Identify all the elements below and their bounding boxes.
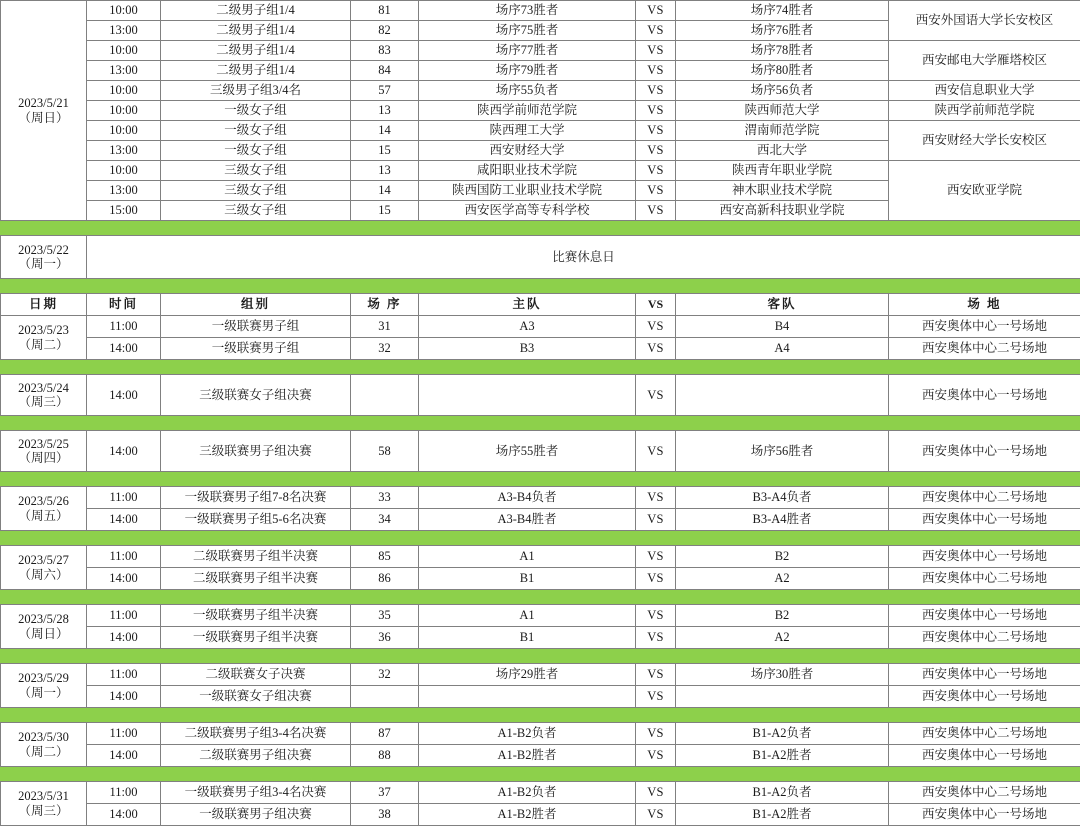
date-cell: 2023/5/22 （周一） [1, 236, 87, 279]
match-no-cell: 85 [351, 546, 419, 568]
away-team-cell: B3-A4负者 [676, 487, 889, 509]
rest-day-note: 比赛休息日 [87, 236, 1080, 279]
home-team-cell: A1 [419, 546, 636, 568]
schedule-table-2023-05-30 [0, 722, 1080, 767]
venue-cell: 西安奥体中心二号场地 [889, 568, 1080, 590]
section-separator-band [0, 590, 1080, 604]
vs-cell: VS [636, 782, 676, 804]
date-cell: 2023/5/21 （周日） [1, 1, 87, 221]
group-cell: 二级联赛男子组半决赛 [161, 568, 351, 590]
table-row [1, 1, 1080, 21]
section-separator-band [0, 416, 1080, 430]
venue-cell: 西安奥体中心一号场地 [889, 316, 1080, 338]
table-row [1, 686, 1080, 708]
time-cell: 13:00 [87, 141, 161, 161]
venue-cell: 西安财经大学长安校区 [889, 121, 1080, 161]
vs-cell: VS [636, 546, 676, 568]
away-team-cell: B3-A4胜者 [676, 509, 889, 531]
schedule-table-2023-05-31 [0, 781, 1080, 826]
time-cell: 11:00 [87, 664, 161, 686]
schedule-table-2023-05-23 [0, 293, 1080, 360]
away-team-cell: 渭南师范学院 [676, 121, 889, 141]
home-team-cell: A1-B2胜者 [419, 745, 636, 767]
time-cell: 14:00 [87, 745, 161, 767]
match-no-cell: 87 [351, 723, 419, 745]
home-team-cell: 场序77胜者 [419, 41, 636, 61]
schedule-table-2023-05-24 [0, 374, 1080, 416]
table-row [1, 338, 1080, 360]
match-no-cell [351, 686, 419, 708]
section-separator-band [0, 472, 1080, 486]
time-cell: 10:00 [87, 161, 161, 181]
away-team-cell: A2 [676, 627, 889, 649]
match-no-cell: 58 [351, 431, 419, 472]
group-cell: 一级女子组 [161, 141, 351, 161]
home-team-cell: 陕西理工大学 [419, 121, 636, 141]
date-cell: 2023/5/24 （周三） [1, 375, 87, 416]
away-team-cell: 陕西青年职业学院 [676, 161, 889, 181]
venue-cell: 西安奥体中心二号场地 [889, 338, 1080, 360]
match-no-cell: 15 [351, 141, 419, 161]
section-separator-band [0, 221, 1080, 235]
group-cell: 二级男子组1/4 [161, 1, 351, 21]
venue-cell: 西安奥体中心一号场地 [889, 546, 1080, 568]
rest-day-table [0, 235, 1080, 279]
match-no-cell: 35 [351, 605, 419, 627]
group-cell: 二级联赛男子组半决赛 [161, 546, 351, 568]
venue-cell: 西安奥体中心二号场地 [889, 782, 1080, 804]
table-row [1, 161, 1080, 181]
match-no-cell: 36 [351, 627, 419, 649]
match-no-cell: 32 [351, 338, 419, 360]
away-team-cell: 场序56负者 [676, 81, 889, 101]
vs-cell: VS [636, 141, 676, 161]
away-team-cell: B1-A2胜者 [676, 804, 889, 826]
table-row [1, 804, 1080, 826]
group-cell: 二级联赛男子组决赛 [161, 745, 351, 767]
table-row [1, 627, 1080, 649]
home-team-cell: A1-B2负者 [419, 782, 636, 804]
table-row [1, 568, 1080, 590]
group-cell: 一级联赛男子组 [161, 316, 351, 338]
match-no-cell: 15 [351, 201, 419, 221]
column-header-vs: VS [636, 294, 676, 316]
time-cell: 15:00 [87, 201, 161, 221]
time-cell: 11:00 [87, 723, 161, 745]
home-team-cell: 陕西学前师范学院 [419, 101, 636, 121]
group-cell: 一级女子组 [161, 121, 351, 141]
table-row [1, 487, 1080, 509]
venue-cell: 西安奥体中心二号场地 [889, 627, 1080, 649]
table-header-row [1, 294, 1080, 316]
time-cell: 13:00 [87, 21, 161, 41]
home-team-cell: B1 [419, 627, 636, 649]
schedule-table-2023-05-25 [0, 430, 1080, 472]
vs-cell: VS [636, 21, 676, 41]
venue-cell: 西安奥体中心一号场地 [889, 431, 1080, 472]
time-cell: 14:00 [87, 375, 161, 416]
home-team-cell [419, 375, 636, 416]
time-cell: 10:00 [87, 101, 161, 121]
home-team-cell: 场序55胜者 [419, 431, 636, 472]
column-header-home: 主队 [419, 294, 636, 316]
home-team-cell: 场序55负者 [419, 81, 636, 101]
home-team-cell: A1-B2负者 [419, 723, 636, 745]
away-team-cell: B1-A2负者 [676, 782, 889, 804]
vs-cell: VS [636, 745, 676, 767]
away-team-cell: B2 [676, 546, 889, 568]
away-team-cell: B1-A2胜者 [676, 745, 889, 767]
date-cell: 2023/5/23 （周二） [1, 316, 87, 360]
vs-cell: VS [636, 375, 676, 416]
table-row [1, 723, 1080, 745]
table-row [1, 745, 1080, 767]
group-cell: 一级联赛女子组决赛 [161, 686, 351, 708]
time-cell: 14:00 [87, 686, 161, 708]
vs-cell: VS [636, 181, 676, 201]
vs-cell: VS [636, 605, 676, 627]
date-cell: 2023/5/27 （周六） [1, 546, 87, 590]
vs-cell: VS [636, 41, 676, 61]
group-cell: 二级男子组1/4 [161, 21, 351, 41]
venue-cell: 西安信息职业大学 [889, 81, 1080, 101]
group-cell: 一级联赛男子组 [161, 338, 351, 360]
home-team-cell: B3 [419, 338, 636, 360]
vs-cell: VS [636, 161, 676, 181]
home-team-cell: A3 [419, 316, 636, 338]
venue-cell: 西安欧亚学院 [889, 161, 1080, 221]
vs-cell: VS [636, 487, 676, 509]
group-cell: 二级男子组1/4 [161, 61, 351, 81]
vs-cell: VS [636, 61, 676, 81]
venue-cell: 西安奥体中心一号场地 [889, 375, 1080, 416]
away-team-cell [676, 686, 889, 708]
venue-cell: 西安奥体中心一号场地 [889, 804, 1080, 826]
vs-cell: VS [636, 431, 676, 472]
group-cell: 一级联赛男子组7-8名决赛 [161, 487, 351, 509]
home-team-cell [419, 686, 636, 708]
vs-cell: VS [636, 686, 676, 708]
home-team-cell: A1 [419, 605, 636, 627]
match-no-cell: 32 [351, 664, 419, 686]
venue-cell: 西安奥体中心一号场地 [889, 605, 1080, 627]
away-team-cell: 场序74胜者 [676, 1, 889, 21]
match-no-cell [351, 375, 419, 416]
away-team-cell: 神木职业技术学院 [676, 181, 889, 201]
match-no-cell: 57 [351, 81, 419, 101]
away-team-cell: 场序78胜者 [676, 41, 889, 61]
table-row [1, 236, 1080, 279]
match-no-cell: 31 [351, 316, 419, 338]
time-cell: 11:00 [87, 316, 161, 338]
time-cell: 14:00 [87, 338, 161, 360]
venue-cell: 陕西学前师范学院 [889, 101, 1080, 121]
date-cell: 2023/5/29 （周一） [1, 664, 87, 708]
venue-cell: 西安邮电大学雁塔校区 [889, 41, 1080, 81]
match-no-cell: 38 [351, 804, 419, 826]
table-row [1, 509, 1080, 531]
home-team-cell: 咸阳职业技术学院 [419, 161, 636, 181]
date-cell: 2023/5/25 （周四） [1, 431, 87, 472]
group-cell: 三级女子组 [161, 161, 351, 181]
vs-cell: VS [636, 101, 676, 121]
group-cell: 二级联赛女子决赛 [161, 664, 351, 686]
time-cell: 14:00 [87, 627, 161, 649]
venue-cell: 西安奥体中心一号场地 [889, 745, 1080, 767]
time-cell: 14:00 [87, 804, 161, 826]
group-cell: 一级联赛男子组决赛 [161, 804, 351, 826]
group-cell: 三级女子组 [161, 181, 351, 201]
home-team-cell: 西安财经大学 [419, 141, 636, 161]
group-cell: 三级女子组 [161, 201, 351, 221]
group-cell: 一级联赛男子组半决赛 [161, 605, 351, 627]
time-cell: 11:00 [87, 487, 161, 509]
time-cell: 10:00 [87, 1, 161, 21]
section-separator-band [0, 360, 1080, 374]
vs-cell: VS [636, 316, 676, 338]
group-cell: 一级联赛男子组3-4名决赛 [161, 782, 351, 804]
away-team-cell: 陕西师范大学 [676, 101, 889, 121]
home-team-cell: A3-B4胜者 [419, 509, 636, 531]
column-header-date: 日期 [1, 294, 87, 316]
home-team-cell: 场序29胜者 [419, 664, 636, 686]
match-no-cell: 81 [351, 1, 419, 21]
time-cell: 11:00 [87, 546, 161, 568]
home-team-cell: B1 [419, 568, 636, 590]
vs-cell: VS [636, 664, 676, 686]
vs-cell: VS [636, 723, 676, 745]
group-cell: 三级男子组3/4名 [161, 81, 351, 101]
venue-cell: 西安奥体中心一号场地 [889, 664, 1080, 686]
match-no-cell: 37 [351, 782, 419, 804]
time-cell: 10:00 [87, 41, 161, 61]
away-team-cell: B1-A2负者 [676, 723, 889, 745]
home-team-cell: A1-B2胜者 [419, 804, 636, 826]
vs-cell: VS [636, 121, 676, 141]
date-cell: 2023/5/31 （周三） [1, 782, 87, 826]
time-cell: 10:00 [87, 121, 161, 141]
date-cell: 2023/5/26 （周五） [1, 487, 87, 531]
match-no-cell: 13 [351, 161, 419, 181]
group-cell: 三级联赛男子组决赛 [161, 431, 351, 472]
table-row [1, 431, 1080, 472]
date-cell: 2023/5/30 （周二） [1, 723, 87, 767]
home-team-cell: 场序75胜者 [419, 21, 636, 41]
section-separator-band [0, 531, 1080, 545]
table-row [1, 546, 1080, 568]
table-row [1, 782, 1080, 804]
venue-cell: 西安奥体中心一号场地 [889, 509, 1080, 531]
column-header-match-no: 场 序 [351, 294, 419, 316]
table-row [1, 664, 1080, 686]
vs-cell: VS [636, 81, 676, 101]
home-team-cell: 场序79胜者 [419, 61, 636, 81]
away-team-cell: 场序30胜者 [676, 664, 889, 686]
venue-cell: 西安奥体中心一号场地 [889, 686, 1080, 708]
table-row [1, 121, 1080, 141]
group-cell: 三级联赛女子组决赛 [161, 375, 351, 416]
venue-cell: 西安奥体中心二号场地 [889, 723, 1080, 745]
match-no-cell: 13 [351, 101, 419, 121]
match-no-cell: 82 [351, 21, 419, 41]
column-header-away: 客队 [676, 294, 889, 316]
vs-cell: VS [636, 627, 676, 649]
section-separator-band [0, 767, 1080, 781]
table-row [1, 41, 1080, 61]
table-row [1, 605, 1080, 627]
home-team-cell: A3-B4负者 [419, 487, 636, 509]
time-cell: 14:00 [87, 568, 161, 590]
schedule-table-2023-05-28 [0, 604, 1080, 649]
section-separator-band [0, 279, 1080, 293]
time-cell: 14:00 [87, 509, 161, 531]
away-team-cell: 西安高新科技职业学院 [676, 201, 889, 221]
section-separator-band [0, 649, 1080, 663]
group-cell: 一级联赛男子组半决赛 [161, 627, 351, 649]
away-team-cell: 西北大学 [676, 141, 889, 161]
away-team-cell: A4 [676, 338, 889, 360]
match-no-cell: 14 [351, 121, 419, 141]
match-no-cell: 34 [351, 509, 419, 531]
schedule-table-2023-05-21 [0, 0, 1080, 221]
table-row [1, 81, 1080, 101]
time-cell: 13:00 [87, 61, 161, 81]
table-row [1, 375, 1080, 416]
match-no-cell: 14 [351, 181, 419, 201]
away-team-cell: 场序80胜者 [676, 61, 889, 81]
group-cell: 一级女子组 [161, 101, 351, 121]
group-cell: 二级男子组1/4 [161, 41, 351, 61]
away-team-cell [676, 375, 889, 416]
match-no-cell: 86 [351, 568, 419, 590]
date-cell: 2023/5/28 （周日） [1, 605, 87, 649]
away-team-cell: 场序76胜者 [676, 21, 889, 41]
section-separator-band [0, 708, 1080, 722]
home-team-cell: 场序73胜者 [419, 1, 636, 21]
match-no-cell: 88 [351, 745, 419, 767]
match-no-cell: 83 [351, 41, 419, 61]
vs-cell: VS [636, 509, 676, 531]
vs-cell: VS [636, 201, 676, 221]
home-team-cell: 陕西国防工业职业技术学院 [419, 181, 636, 201]
vs-cell: VS [636, 804, 676, 826]
schedule-table-2023-05-29 [0, 663, 1080, 708]
column-header-venue: 场 地 [889, 294, 1080, 316]
schedule-table-2023-05-26 [0, 486, 1080, 531]
table-row [1, 101, 1080, 121]
column-header-group: 组别 [161, 294, 351, 316]
vs-cell: VS [636, 568, 676, 590]
venue-cell: 西安奥体中心二号场地 [889, 487, 1080, 509]
vs-cell: VS [636, 338, 676, 360]
venue-cell: 西安外国语大学长安校区 [889, 1, 1080, 41]
group-cell: 一级联赛男子组5-6名决赛 [161, 509, 351, 531]
match-no-cell: 84 [351, 61, 419, 81]
schedule-table-2023-05-27 [0, 545, 1080, 590]
time-cell: 11:00 [87, 782, 161, 804]
table-row [1, 316, 1080, 338]
home-team-cell: 西安医学高等专科学校 [419, 201, 636, 221]
away-team-cell: B2 [676, 605, 889, 627]
away-team-cell: 场序56胜者 [676, 431, 889, 472]
group-cell: 二级联赛男子组3-4名决赛 [161, 723, 351, 745]
match-no-cell: 33 [351, 487, 419, 509]
time-cell: 13:00 [87, 181, 161, 201]
time-cell: 11:00 [87, 605, 161, 627]
away-team-cell: B4 [676, 316, 889, 338]
vs-cell: VS [636, 1, 676, 21]
away-team-cell: A2 [676, 568, 889, 590]
time-cell: 14:00 [87, 431, 161, 472]
column-header-time: 时间 [87, 294, 161, 316]
time-cell: 10:00 [87, 81, 161, 101]
